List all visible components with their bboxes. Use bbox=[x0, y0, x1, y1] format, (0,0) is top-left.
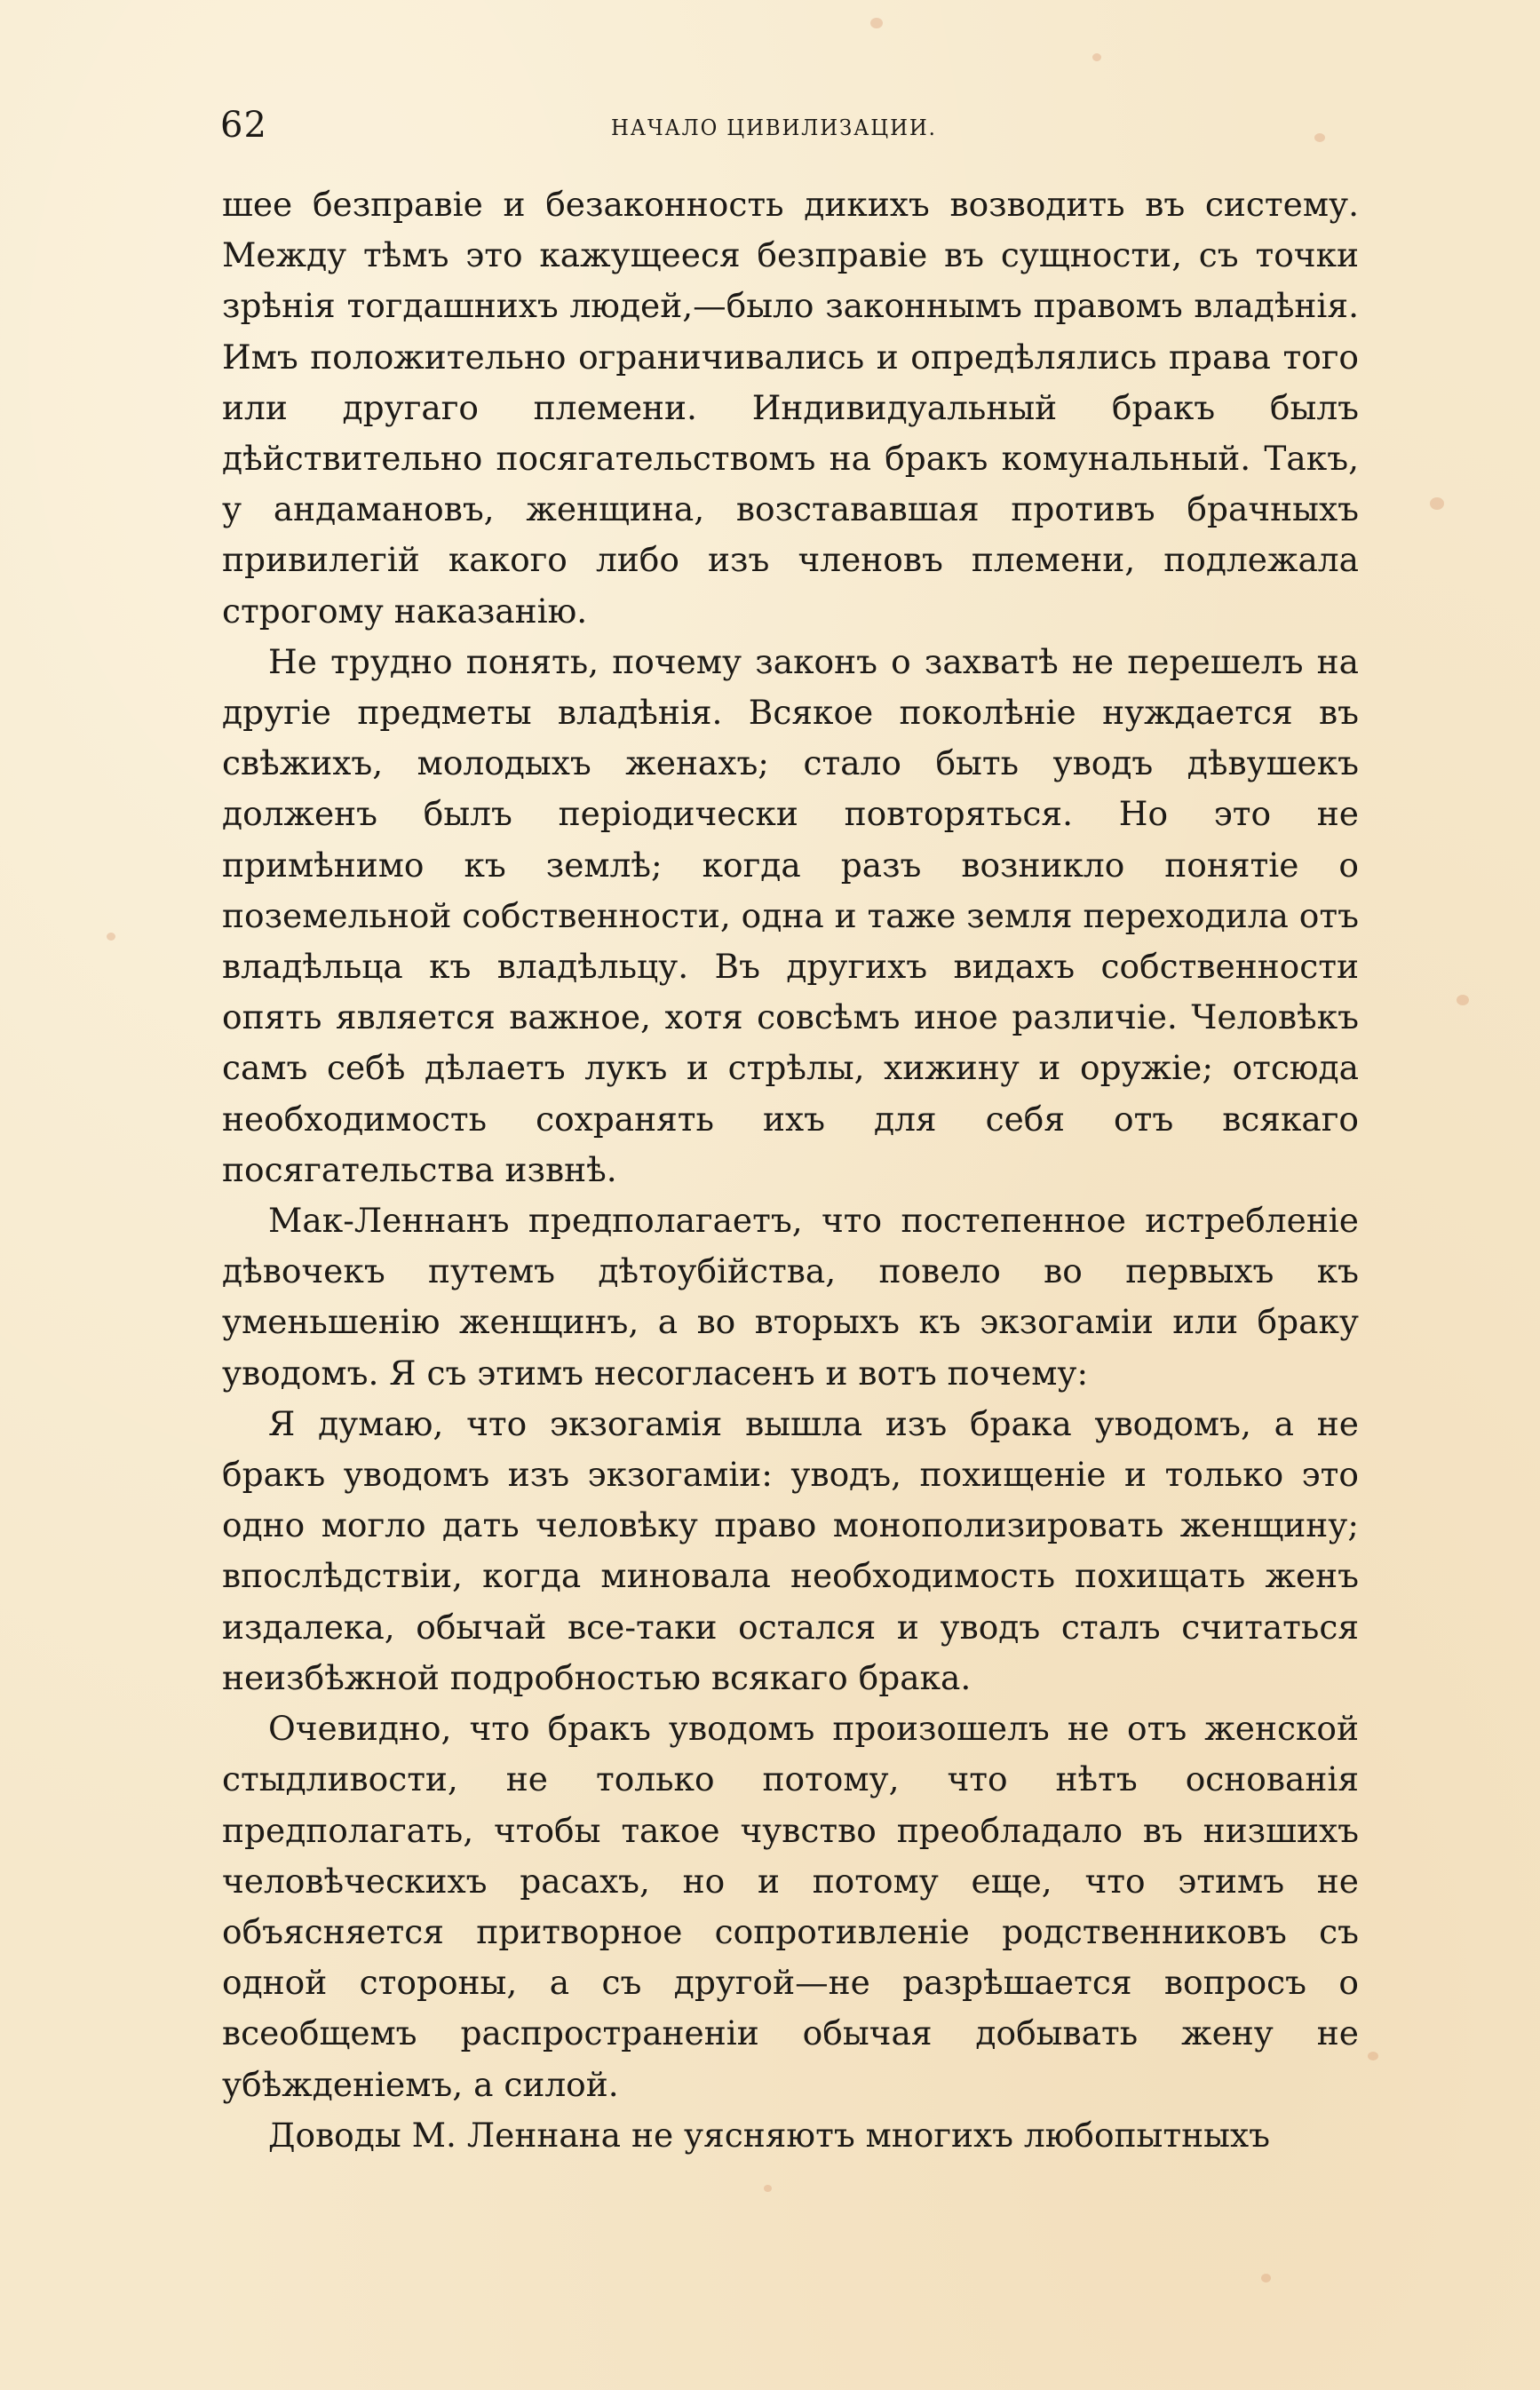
page-header bbox=[220, 105, 1348, 158]
paragraph-last: Доводы М. Леннана не уясняютъ многихъ любопытныхъ bbox=[268, 2115, 1270, 2155]
stain-mark bbox=[764, 2185, 772, 2192]
paragraph: Я думаю, что экзогамія вышла изъ брака уводомъ, а не бракъ уводомъ изъ экзогаміи: уводъ, похищеніе и только это одно могло дать человѣку право монополизировать женщину; впослѣдствіи, когда миновала необходимость похищать женъ издалека, обычай все-таки остался и уводъ сталъ считаться неизбѣжной подробностью всякаго брака. bbox=[222, 1403, 1359, 1697]
stain-mark bbox=[1092, 53, 1101, 61]
body-text bbox=[222, 179, 1359, 2161]
running-title: НАЧАЛО ЦИВИЛИЗАЦИИ. bbox=[611, 115, 937, 140]
stain-mark bbox=[1457, 995, 1469, 1005]
paragraph: Не трудно понять, почему законъ о захватѣ не перешелъ на другіе предметы владѣнія. Всякое поколѣніе нуждается въ свѣжихъ, молодыхъ женахъ; стало быть уводъ дѣвушекъ долженъ былъ періодически повторяться. Но это не примѣнимо къ землѣ; когда разъ возникло понятіе о поземельной собственности, одна и таже земля переходила отъ владѣльца къ владѣльцу. Въ другихъ видахъ собственности опять является важное, хотя совсѣмъ иное различіе. Человѣкъ самъ себѣ дѣлаетъ лукъ и стрѣлы, хижину и оружіе; отсюда необходимость сохранять ихъ для себя отъ всякаго посягательства извнѣ. bbox=[222, 641, 1359, 1189]
stain-mark bbox=[1261, 2274, 1271, 2283]
paragraph: Мак-Леннанъ предполагаетъ, что постепенное истребленіе дѣвочекъ путемъ дѣтоубійства, повело во первыхъ къ уменьшенію женщинъ, а во вторыхъ къ экзогаміи или браку уводомъ. Я съ этимъ несогласенъ и вотъ почему: bbox=[222, 1201, 1359, 1393]
stain-mark bbox=[107, 933, 115, 941]
stain-mark bbox=[1368, 2052, 1378, 2060]
stain-mark bbox=[870, 18, 883, 28]
paragraph: Очевидно, что бракъ уводомъ произошелъ не отъ женской стыдливости, не только потому, что нѣтъ основанія предполагать, чтобы такое чувство преобладало въ низшихъ человѣческихъ расахъ, но и потому еще, что этимъ не объясняется притворное сопротивленіе родственниковъ съ одной стороны, а съ другой—не разрѣшается вопросъ о всеобщемъ распространеніи обычая добывать жену не убѣжденіемъ, а силой. bbox=[222, 1709, 1359, 2104]
paragraph-continued: шее безправіе и безаконность дикихъ возводить въ систему. Между тѣмъ это кажущееся безправіе въ сущности, съ точки зрѣнія тогдашнихъ людей,—было законнымъ правомъ владѣнія. Имъ положительно ограничивались и опредѣлялись права того или другаго племени. Индивидуальный бракъ былъ дѣйствительно посягательствомъ на бракъ комунальный. Такъ, у андамановъ, женщина, возстававшая противъ брачныхъ привилегій какого либо изъ членовъ племени, подлежала строгому наказанію. bbox=[222, 185, 1359, 631]
stain-mark bbox=[1430, 497, 1444, 510]
page-number: 62 bbox=[220, 105, 267, 146]
